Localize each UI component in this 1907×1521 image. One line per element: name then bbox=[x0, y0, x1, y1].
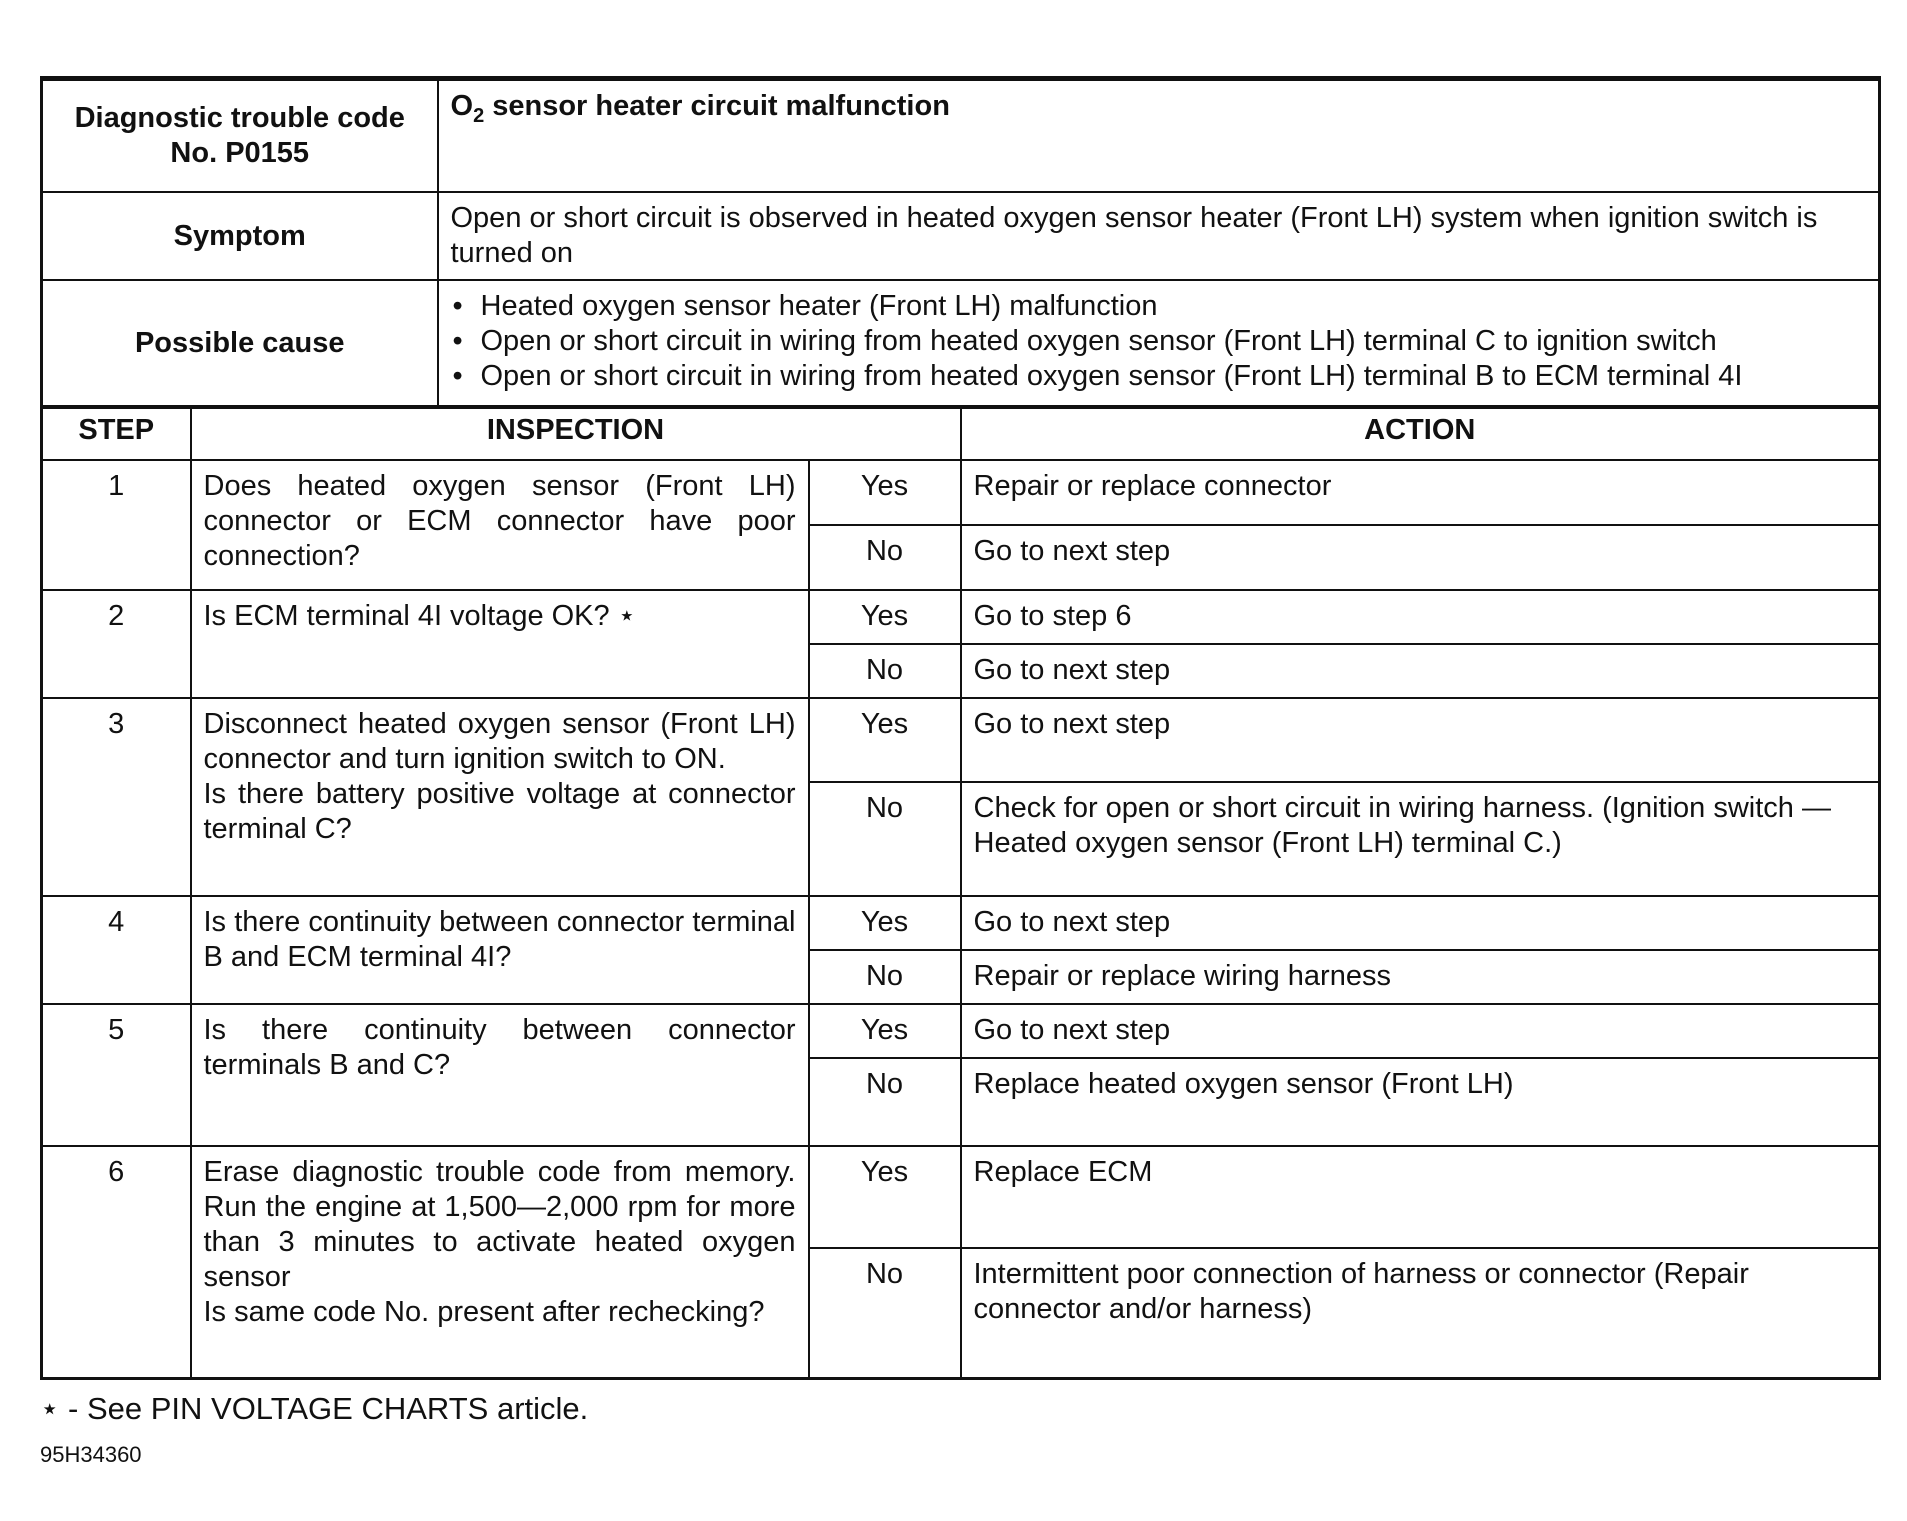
no-label: No bbox=[809, 1058, 961, 1146]
yes-action: Go to step 6 bbox=[961, 590, 1880, 644]
diagnostic-document bbox=[40, 76, 1878, 1380]
table-row bbox=[42, 698, 1880, 782]
col-header-inspection: INSPECTION bbox=[191, 408, 961, 460]
step-number: 1 bbox=[42, 460, 191, 590]
yes-label: Yes bbox=[809, 460, 961, 525]
table-row bbox=[42, 896, 1880, 950]
table-row bbox=[42, 590, 1880, 644]
yes-label: Yes bbox=[809, 1146, 961, 1248]
yes-label: Yes bbox=[809, 896, 961, 950]
step-number: 5 bbox=[42, 1004, 191, 1146]
yes-action: Go to next step bbox=[961, 896, 1880, 950]
no-label: No bbox=[809, 525, 961, 590]
dtc-label: Diagnostic trouble code No. P0155 bbox=[42, 79, 438, 193]
inspection-line: Is same code No. present after rechecking? bbox=[203, 1296, 765, 1328]
symptom-label: Symptom bbox=[42, 192, 438, 280]
symptom-text: Open or short circuit is observed in heated oxygen sensor heater (Front LH) system when ignition switch is turned on bbox=[438, 192, 1880, 280]
inspection-text: Is there continuity between connector terminal B and ECM terminal 4I? bbox=[191, 896, 809, 1004]
cause-item: • Heated oxygen sensor heater (Front LH) malfunction bbox=[451, 289, 1867, 324]
inspection-line: Disconnect heated oxygen sensor (Front LH) connector and turn ignition switch to ON. bbox=[203, 708, 796, 775]
footnote: ⋆ - See PIN VOLTAGE CHARTS article. bbox=[40, 1391, 589, 1426]
no-action: Intermittent poor connection of harness or connector (Repair connector and/or harness) bbox=[961, 1248, 1880, 1379]
inspection-cell bbox=[191, 1146, 809, 1379]
cause-item: • Open or short circuit in wiring from heated oxygen sensor (Front LH) terminal B to ECM terminal 4I bbox=[451, 359, 1867, 394]
title-subscript: 2 bbox=[473, 105, 485, 127]
inspection-line: Is there battery positive voltage at connector terminal C? bbox=[203, 778, 796, 845]
col-header-step: STEP bbox=[42, 408, 191, 460]
cause-list bbox=[451, 289, 1867, 394]
dtc-header-table bbox=[40, 76, 1881, 407]
no-action: Go to next step bbox=[961, 525, 1880, 590]
yes-label: Yes bbox=[809, 1004, 961, 1058]
inspection-text: Does heated oxygen sensor (Front LH) connector or ECM connector have poor connection? bbox=[191, 460, 809, 590]
inspection-text: Is ECM terminal 4I voltage OK? ⋆ bbox=[191, 590, 809, 698]
no-action: Repair or replace wiring harness bbox=[961, 950, 1880, 1004]
col-header-action: ACTION bbox=[961, 408, 1880, 460]
inspection-cell bbox=[191, 698, 809, 896]
yes-action: Replace ECM bbox=[961, 1146, 1880, 1248]
no-label: No bbox=[809, 950, 961, 1004]
yes-action: Repair or replace connector bbox=[961, 460, 1880, 525]
step-number: 2 bbox=[42, 590, 191, 698]
inspection-text: Is there continuity between connector terminals B and C? bbox=[191, 1004, 809, 1146]
no-label: No bbox=[809, 782, 961, 896]
yes-action: Go to next step bbox=[961, 1004, 1880, 1058]
yes-label: Yes bbox=[809, 590, 961, 644]
cause-item: • Open or short circuit in wiring from heated oxygen sensor (Front LH) terminal C to ignition switch bbox=[451, 324, 1867, 359]
table-row bbox=[42, 1146, 1880, 1248]
no-action: Go to next step bbox=[961, 644, 1880, 698]
cause-label: Possible cause bbox=[42, 280, 438, 406]
no-label: No bbox=[809, 1248, 961, 1379]
symptom-row bbox=[42, 192, 1880, 280]
step-number: 6 bbox=[42, 1146, 191, 1379]
yes-action: Go to next step bbox=[961, 698, 1880, 782]
title-prefix: O bbox=[450, 90, 474, 122]
step-number: 4 bbox=[42, 896, 191, 1004]
yes-label: Yes bbox=[809, 698, 961, 782]
step-number: 3 bbox=[42, 698, 191, 896]
steps-header-row bbox=[42, 408, 1880, 460]
dtc-row bbox=[42, 79, 1880, 193]
cause-row bbox=[42, 280, 1880, 406]
dtc-title bbox=[438, 79, 1880, 193]
steps-table bbox=[40, 407, 1881, 1380]
figure-id: 95H34360 bbox=[40, 1442, 142, 1467]
title-rest: sensor heater circuit malfunction bbox=[484, 90, 950, 122]
table-row bbox=[42, 460, 1880, 525]
no-action: Replace heated oxygen sensor (Front LH) bbox=[961, 1058, 1880, 1146]
table-row bbox=[42, 1004, 1880, 1058]
inspection-line: Erase diagnostic trouble code from memory. Run the engine at 1,500—2,000 rpm for more than 3 minutes to activate heated oxygen sensor bbox=[203, 1156, 796, 1293]
cause-list-cell bbox=[438, 280, 1880, 406]
no-action: Check for open or short circuit in wiring harness. (Ignition switch — Heated oxygen sensor (Front LH) terminal C.) bbox=[961, 782, 1880, 896]
no-label: No bbox=[809, 644, 961, 698]
